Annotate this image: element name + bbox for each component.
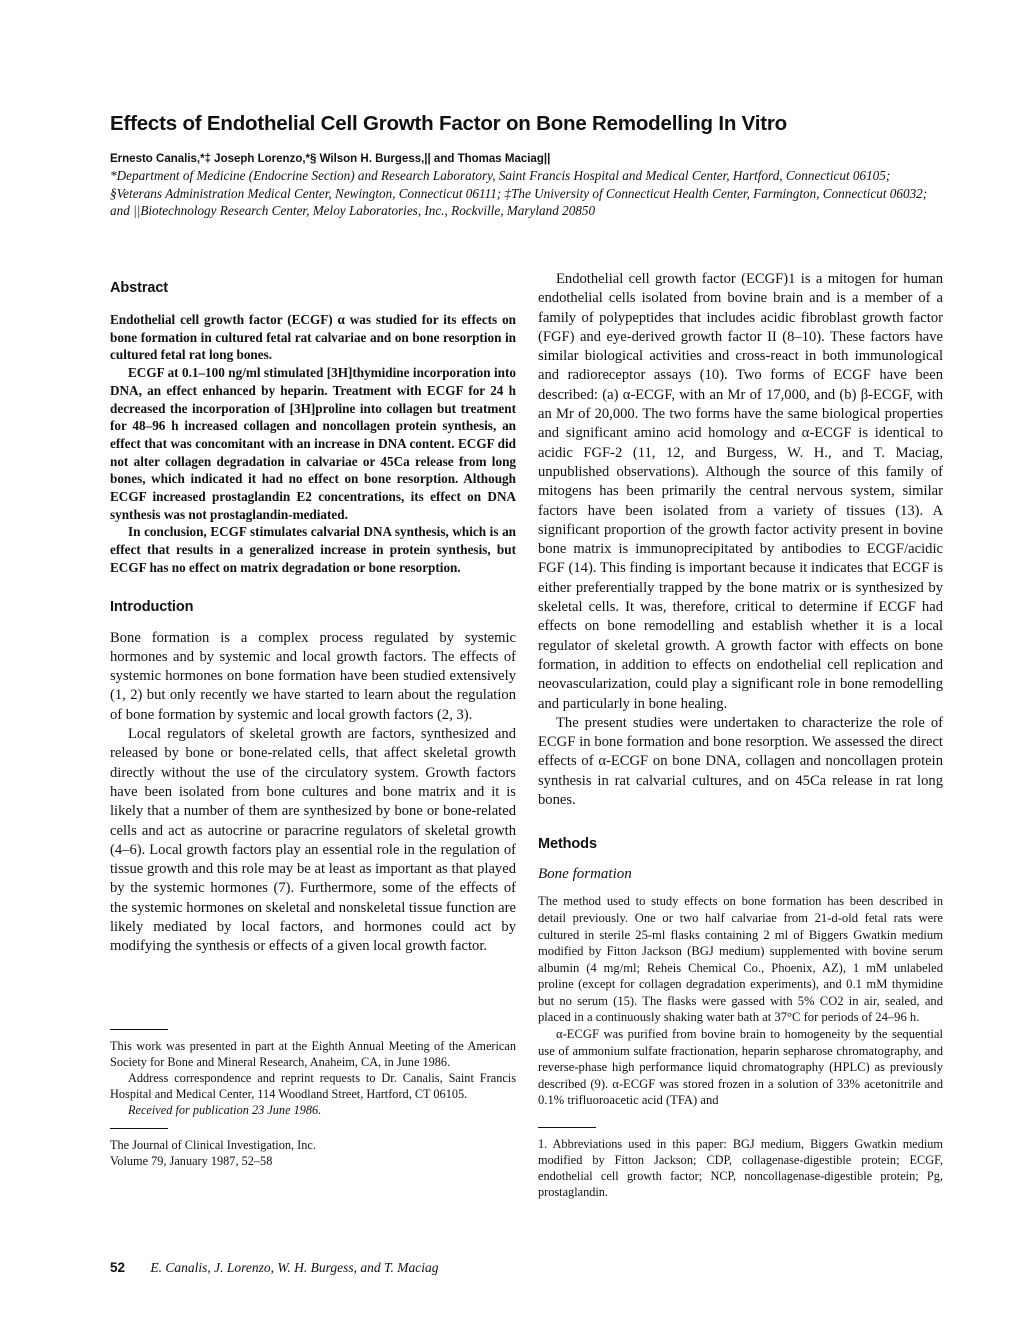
running-authors: E. Canalis, J. Lorenzo, W. H. Burgess, and T. Maciag bbox=[150, 1260, 439, 1275]
page-number: 52 bbox=[110, 1260, 126, 1275]
footnote-abbreviations bbox=[538, 1136, 943, 1200]
page-footer bbox=[110, 1260, 710, 1276]
abstract-heading: Abstract bbox=[110, 280, 169, 296]
methods-paragraph: α-ECGF was purified from bovine brain to homogeneity by the sequential use of ammonium sulfate fractionation, heparin sepharose chromatography, and reverse-phase high performance liquid chromatography (HPLC) as previously described (9). α-ECGF was stored frozen in a solution of 33% acetonitrile and 0.1% trifluoroacetic acid (TFA) and bbox=[538, 1027, 943, 1108]
affiliations: *Department of Medicine (Endocrine Section) and Research Laboratory, Saint Francis Hospital and Medical Center, Hartford, Connecticut 06105; §Veterans Administration Medical Center, Newington, Connecticut 06111; ‡The University of Connecticut Health Center, Farmington, Connecticut 06032; and ||Biotechnology Research Center, Meloy Laboratories, Inc., Rockville, Maryland 20850 bbox=[110, 168, 928, 218]
footnotes-left bbox=[110, 1038, 516, 1118]
left-column bbox=[110, 270, 516, 1169]
methods-subheading: Bone formation bbox=[538, 866, 632, 883]
abstract-body bbox=[110, 311, 516, 577]
methods-paragraph: The method used to study effects on bone formation has been described in detail previously. One or two half calvariae from 21-d-old fetal rats were cultured in sterile 25-ml flasks containing 2 ml of Biggers Gwatkin medium modified by Fitton Jackson (BGJ medium) supplemented with bovine serum albumin (4 mg/ml; Reheis Chemical Co., Phoenix, AZ), 1 mM unlabeled proline (except for collagen degradation experiments), and 0.1 mM thymidine but no serum (15). The flasks were gassed with 5% CO2 in air, sealed, and placed in a continuously shaking water bath at 37°C for periods of 24–96 h. bbox=[538, 894, 943, 1025]
author-list: Ernesto Canalis,*‡ Joseph Lorenzo,*§ Wilson H. Burgess,|| and Thomas Maciag|| bbox=[110, 153, 551, 165]
footnote-rule bbox=[538, 1127, 596, 1128]
introduction-body bbox=[110, 629, 516, 957]
right-column bbox=[538, 270, 943, 1200]
footnote-received: Received for publication 23 June 1986. bbox=[128, 1102, 322, 1117]
footnote: This work was presented in part at the Eighth Annual Meeting of the American Society for Bone and Mineral Research, Anaheim, CA, in June 1986. bbox=[110, 1038, 516, 1069]
footnote: Address correspondence and reprint requests to Dr. Canalis, Saint Francis Hospital and Medical Center, 114 Woodland Street, Hartford, CT 06105. bbox=[110, 1070, 516, 1101]
footnote-rule bbox=[110, 1029, 168, 1030]
journal-rule bbox=[110, 1128, 168, 1129]
intro-continued bbox=[538, 270, 943, 810]
paper-title: Effects of Endothelial Cell Growth Factor on Bone Remodelling In Vitro bbox=[110, 112, 787, 135]
abstract-paragraph: Endothelial cell growth factor (ECGF) α was studied for its effects on bone formation in cultured fetal rat calvariae and on bone resorption in cultured fetal rat long bones. bbox=[110, 312, 516, 363]
introduction-paragraph: Bone formation is a complex process regulated by systemic hormones and by systemic and local growth factors. The effects of systemic hormones on bone formation have been studied extensively (1, 2) but only recently we have started to learn about the regulation of bone formation by systemic and local growth factors (2, 3). bbox=[110, 629, 516, 723]
journal-info bbox=[110, 1137, 516, 1169]
methods-body bbox=[538, 893, 943, 1109]
journal-volume: Volume 79, January 1987, 52–58 bbox=[110, 1153, 273, 1168]
body-paragraph: Endothelial cell growth factor (ECGF)1 is a mitogen for human endothelial cells isolated from bovine brain and is a member of a family of polypeptides that includes acidic fibroblast growth factor (FGF) and eye-derived growth factor II (8–10). These factors have similar biological activities and cross-react in both immunological and radioreceptor assays (10). Two forms of ECGF have been described: (a) α-ECGF, with an Mr of 17,000, and (b) β-ECGF, with an Mr of 20,000. The two forms have the same biological properties and significant amino acid homology and α-ECGF is identical to acidic FGF-2 (11, 12, and Burgess, W. H., and T. Maciag, unpublished observations). Although the source of this family of mitogens has been primarily the central nervous system, similar factors have been isolated from a variety of tissues (13). A significant proportion of the growth factor activity present in bovine bone matrix is immunoprecipitated by antibodies to ECGF/acidic FGF (14). This finding is important because it indicates that ECGF is either preferentially trapped by the bone matrix or is synthesized by skeletal cells. It was, therefore, critical to determine if ECGF had effects on bone remodelling and establish whether it is a local regulator of skeletal growth. A growth factor with effects on bone formation, in addition to effects on endothelial cell replication and neovascularization, could play a significant role in bone remodelling and particularly in bone healing. bbox=[538, 271, 943, 712]
footnote: 1. Abbreviations used in this paper: BGJ medium, Biggers Gwatkin medium modified by Fitton Jackson; CDP, collagenase-digestible protein; ECGF, endothelial cell growth factor; NCP, noncollagenase-digestible protein; Pg, prostaglandin. bbox=[538, 1137, 943, 1200]
journal-name: The Journal of Clinical Investigation, Inc. bbox=[110, 1137, 316, 1152]
introduction-heading: Introduction bbox=[110, 598, 194, 615]
methods-heading: Methods bbox=[538, 836, 597, 853]
abstract-paragraph: ECGF at 0.1–100 ng/ml stimulated [3H]thymidine incorporation into DNA, an effect enhanced by heparin. Treatment with ECGF for 24 h decreased the incorporation of [3H]proline into collagen but treatment for 48–96 h increased collagen and noncollagen protein synthesis, an effect that was concomitant with an increase in DNA content. ECGF did not alter collagen degradation in calvariae or 45Ca release from long bones, which indicated it had no effect on bone resorption. Although ECGF increased prostaglandin E2 concentrations, its effect on DNA synthesis was not prostaglandin-mediated. bbox=[110, 365, 516, 522]
body-paragraph: The present studies were undertaken to characterize the role of ECGF in bone formation and bone resorption. We assessed the direct effects of α-ECGF on bone DNA, collagen and noncollagen protein synthesis in rat calvarial cultures, and on 45Ca release in rat long bones. bbox=[538, 714, 943, 809]
abstract-paragraph: In conclusion, ECGF stimulates calvarial DNA synthesis, which is an effect that results in a generalized increase in protein synthesis, but ECGF has no effect on matrix degradation or bone resorption. bbox=[110, 524, 516, 575]
introduction-paragraph: Local regulators of skeletal growth are factors, synthesized and released by bone or bone-related cells, that affect skeletal growth directly without the use of the circulatory system. Growth factors have been isolated from bone cultures and bone matrix and it is likely that a number of them are synthesized by bone or bone-related cells and act as autocrine or paracrine regulators of skeletal growth (4–6). Local growth factors play an essential role in the regulation of tissue growth and this role may be at least as important as that played by the systemic hormones (7). Furthermore, some of the effects of the systemic hormones on skeletal and nonskeletal tissue function are likely mediated by local factors, and hormones could act by modifying the synthesis or effects of a given local growth factor. bbox=[110, 726, 516, 955]
